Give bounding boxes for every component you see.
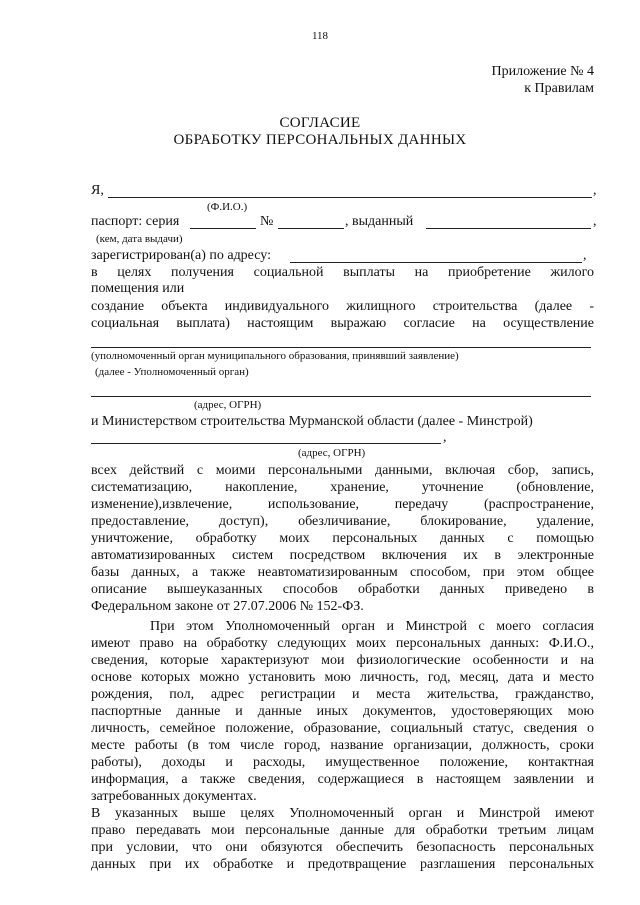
- passport-comma: ,: [593, 214, 597, 229]
- consent-line: предоставление, доступ), обезличивание, блокирование, удаление,: [91, 514, 594, 529]
- ministry-comma: ,: [443, 430, 447, 445]
- address-blank: [290, 262, 582, 263]
- issued-by-label: , выданный: [345, 214, 414, 229]
- purpose-line-3: создание объекта индивидуального жилищного строительства (далее -: [91, 299, 594, 314]
- consent-line-last: Федеральном законе от 27.07.2006 № 152-ФЗ.: [91, 599, 364, 614]
- passport-number-label: №: [260, 214, 274, 229]
- data-list-line: паспортные данные и данные иных документов, удостоверяющих мою: [91, 704, 594, 719]
- fio-blank: [108, 197, 592, 198]
- authority-blank: [91, 347, 591, 348]
- transfer-line: при условии, что они обязуются обеспечить безопасность персональных: [91, 840, 594, 855]
- consent-line: базы данных, а также неавтоматизированным способом, при этом общее: [91, 565, 594, 580]
- transfer-line: данных при их обработке и предотвращение разглашения персональных: [91, 857, 594, 872]
- page-number: 118: [311, 30, 329, 42]
- issued-by-blank: [426, 228, 591, 229]
- document-subtitle: ОБРАБОТКУ ПЕРСОНАЛЬНЫХ ДАННЫХ: [173, 132, 467, 148]
- data-list-line: месте работы (в том числе город, название организации, должность, сроки: [91, 738, 594, 753]
- consent-line: автоматизированных систем посредством включения их в электронные: [91, 548, 594, 563]
- appendix-number: Приложение № 4: [491, 64, 594, 79]
- purpose-line-4: социальная выплата) настоящим выражаю согласие на осуществление: [91, 316, 594, 331]
- passport-number-blank: [278, 228, 344, 229]
- purpose-line-2: помещения или: [91, 281, 185, 296]
- consent-line: изменение),извлечение, использование, передачу (распространение,: [91, 497, 594, 512]
- data-list-line: При этом Уполномоченный орган и Минстрой с моего согласия: [150, 619, 594, 634]
- fio-comma: ,: [593, 183, 597, 198]
- issued-caption: (кем, дата выдачи): [96, 233, 183, 245]
- document-title: СОГЛАСИЕ: [279, 115, 361, 131]
- data-list-line: личность, семейное положение, образование, социальный статус, сведения о: [91, 721, 594, 736]
- data-list-line-last: затребованных документах.: [91, 789, 257, 804]
- data-list-line: сведения, которые характеризуют мои физиологические особенности и на: [91, 653, 594, 668]
- ministry-address-blank: [91, 443, 441, 444]
- consent-line: всех действий с моими персональными данными, включая сбор, запись,: [91, 463, 594, 478]
- data-list-line: основе которых можно установить мою личность, год, месяц, дата и место: [91, 670, 594, 685]
- ya-label: Я,: [91, 183, 104, 198]
- authority-short: (далее - Уполномоченный орган): [95, 366, 249, 378]
- data-list-line: имеют право на обработку следующих моих персональных данных: Ф.И.О.,: [91, 636, 594, 651]
- data-list-line: работы), доходы и расходы, имущественное положение, контактная: [91, 755, 594, 770]
- registered-label: зарегистрирован(а) по адресу:: [91, 248, 271, 263]
- ministry-line: и Министерством строительства Мурманской области (далее - Минстрой): [91, 414, 533, 429]
- transfer-line: В указанных выше целях Уполномоченный орган и Минстрой имеют: [91, 806, 594, 821]
- consent-line: уничтожение, обработку моих персональных данных с помощью: [91, 531, 594, 546]
- data-list-line: рождения, пол, адрес регистрации и места жительства, гражданство,: [91, 687, 594, 702]
- authority-address-caption: (адрес, ОГРН): [194, 399, 262, 411]
- transfer-line: право передавать мои персональные данные для обработки третьим лицам: [91, 823, 594, 838]
- authority-caption: (уполномоченный орган муниципального образования, принявший заявление): [91, 350, 459, 362]
- authority-address-blank: [91, 396, 591, 397]
- fio-caption: (Ф.И.О.): [207, 201, 248, 213]
- consent-line: описание вышеуказанных способов обработки данных приведено в: [91, 582, 594, 597]
- appendix-rules: к Правилам: [524, 81, 594, 96]
- passport-series-label: паспорт: серия: [91, 214, 180, 229]
- ministry-address-caption: (адрес, ОГРН): [298, 447, 366, 459]
- registered-comma: ,: [583, 248, 587, 263]
- data-list-line: информация, а также сведения, содержащиеся в настоящем заявлении и: [91, 772, 594, 787]
- purpose-line-1: в целях получения социальной выплаты на приобретение жилого: [91, 265, 594, 280]
- consent-line: систематизацию, накопление, хранение, уточнение (обновление,: [91, 480, 594, 495]
- passport-series-blank: [190, 228, 256, 229]
